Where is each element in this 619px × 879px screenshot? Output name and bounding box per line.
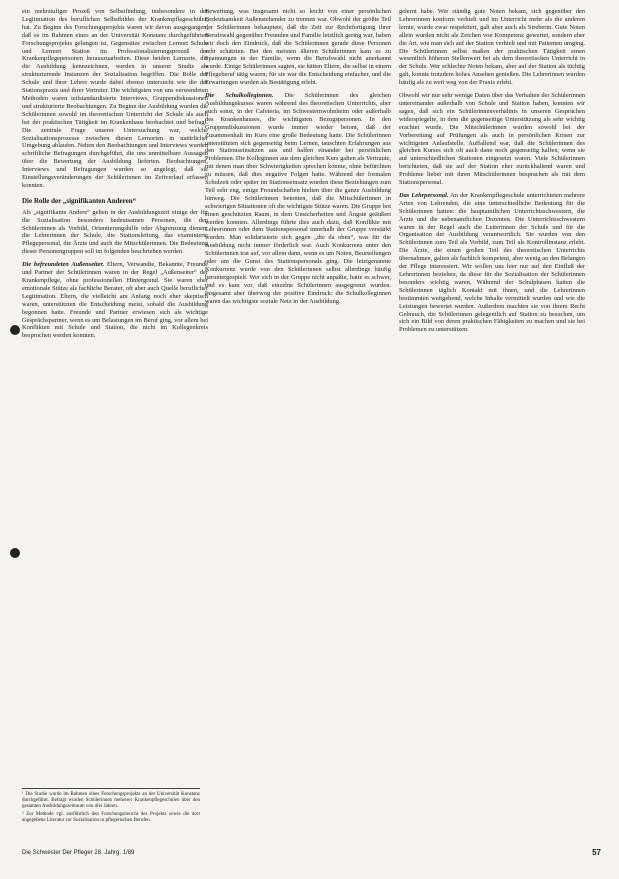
paragraph: Obwohl wir nur sehr wenige Daten über das Verhalten der Schülerinnen untereinander außerhalb von Schule und Station haben, konnten wir sagen, daß sich ein Schülerinnenverhältnis in unseren Gesprächen widerspiegelte, in dem die gegenseitige Unterstützung als sehr wichtig erachtet wurde. Die Mitschülerinnen wurden sowohl bei der Vorbereitung auf Prüfungen als auch in persönlichen Krisen zur wichtigsten Anlaufstelle. Auffallend war, daß die Schülerinnen des gleichen Kurses sich oft auch dann noch gegenseitig halfen, wenn sie auf unterschiedlichen Stationen eingesetzt waren. Viele Schülerinnen berichteten, daß sie auf der Station eher zurückhaltend waren und Probleme lieber mit ihren Mitschülerinnen besprachen als mit dem Stationspersonal. xyxy=(399,92,585,187)
paragraph: Als „signifikante Andere“ gelten in der Ausbildungszeit einige der für die Sozialisation besonders bedeutsamen Personen, die den Schülerinnen als Vorbild, Orientierungshilfe oder Abgrenzung dienen: die Lehrerinnen der Schule, die Stationsleitung, das examinierte Pflegepersonal, die Ärzte und auch die Mitschülerinnen. Die Bedeutung dieser Personengruppen soll im folgenden beschrieben werden. xyxy=(22,208,208,256)
text-column-3 xyxy=(399,8,585,339)
paragraph: ein mehrstufiger Prozeß von Selbstfindung, insbesondere in der Legitimation des beruflichen Selbstbildes der Krankenpflegeschüler, hat. Zu Beginn des Forschungsprojekts waren wir davon ausgegangen, daß es im Rahmen eines an der Universität Konstanz durchgeführten Forschungsprojekts gelungen ist, Gegensätze zwischen Lernort Schule und Lernort Station im Professionalisierungsprozeß der Krankenpflegepersonen herauszuarbeiten. Diese beiden Lernorte, die die Ausbildung kennzeichnen, werden in unserer Studie als strukturierende Instanzen der Sozialisation begriffen. Die Rolle der Schule und ihrer Lehrer wurde dabei ebenso untersucht wie die der Stationspraxis und ihrer Vertreter. Die wichtigsten von uns verwendeten Methoden waren teilstandardisierte Interviews, Gruppendiskussionen und strukturierte Beobachtungen. Zu Beginn der Ausbildung wurden die Schülerinnen sowohl im theoretischen Unterricht der Schule als auch bei der praktischen Tätigkeit im Krankenhaus beobachtet und befragt. Die zentrale Frage unserer Untersuchung war, welche Sozialisationsprozesse zwischen diesen Lernorten in natürlicher Umgebung ablaufen. Neben den Beobachtungen und Interviews wurden schriftliche Befragungen durchgeführt, die uns unmittelbare Aussagen über die Bewertung der Ausbildung lieferten. Beobachtungen, Interviews und Befragungen wurden so angelegt, daß sie Einstellungsveränderungen der Schülerinnen im Zeitverlauf erfassen konnten. xyxy=(22,8,208,189)
paragraph-lead: Die befreundeten Außenseiter. xyxy=(22,261,105,269)
paragraph-body: Eltern, Verwandte, Bekannte, Freunde und Partner der Schülerinnen waren in der Regel „Außenseiter“ der Krankenpflege, ohne professionellen Hintergrund. Sie waren eher emotionale Stütze als fachliche Berater, oft aber auch Quelle beruflicher Legitimation. Eltern, die vielleicht am Anfang noch eher skeptisch waren, unterstützten die Entscheidung meist, sobald die Ausbildung begonnen hatte. Freunde und Partner erwiesen sich als wichtige Gesprächspartner, wenn es um Belastungen im Beruf ging, vor allem bei Konflikten mit Schule und Station, die nicht im Kollegenkreis besprochen werden konnten. xyxy=(22,261,208,340)
journal-footer: Die Schwester Der Pfleger 28. Jahrg. 1/89 xyxy=(22,850,135,856)
paragraph xyxy=(205,92,391,305)
paragraph-body: An der Krankenpflegeschule unterrichteten mehrere Arten von Lehrenden, die eine unterschiedliche Bedeutung für die Schülerinnen hatten: die hauptamtlichen Unterrichtsschwestern, die Ärzte und die nebenamtlichen Dozenten. Die Unterrichtsschwestern waren in der Regel auch die Leiterinnen der Schule und für die Organisation der Ausbildung verantwortlich. Sie wurden von den Schülerinnen zum Teil als Vorbild, zum Teil als Kontrollinstanz erlebt. Die Ärzte, die einen großen Teil des theoretischen Unterrichts übernahmen, galten als fachlich kompetent, aber wenig an den Belangen der Pflege interessiert. Wir wollen uns hier nur auf den Einfluß der Lehrerinnen beziehen, da diese für die Sozialisation der Schülerinnen besonders wichtig waren. Während der Schulphasen hatten die Schülerinnen täglich Kontakt mit ihnen, und die Lehrerinnen bestimmten weitgehend, welche Inhalte vermittelt wurden und wie die Leistungen bewertet wurden. Außerdem machten sie von ihrem Recht Gebrauch, die Schülerinnen gelegentlich auf Station zu besuchen, um sich ein Bild von deren praktischen Fähigkeiten zu machen und sie bei Problemen zu unterstützen. xyxy=(399,191,585,334)
paragraph-lead: Die Schulkolleginnen. xyxy=(205,92,274,100)
punch-hole xyxy=(10,325,20,335)
footnote: ² Zur Methode vgl. ausführlich den Forschungsbericht des Projekts sowie die dort angegebene Literatur zur Sozialisation in pflegerischen Berufen. xyxy=(22,811,200,823)
footnote: ¹ Die Studie wurde im Rahmen eines Forschungsprojekts an der Universität Konstanz durchgeführt. Befragt wurden Schülerinnen mehrerer Krankenpflegeschulen über den gesamten Ausbildungszeitraum von drei Jahren. xyxy=(22,792,200,810)
paragraph-lead: Das Lehrpersonal. xyxy=(399,191,449,199)
paragraph xyxy=(399,192,585,334)
paragraph: Bewertung, was insgesamt nicht so leicht von einer persönlichen Bedeutsamkeit Außenstehender zu trennen war. Obwohl der größte Teil der Schülerinnen behauptete, daß die Zeit zur Rechtfertigung ihrer Berufswahl gegenüber Freunden und Familie letztlich gering war, haben wir doch den Eindruck, daß die Schülerinnen gerade diese Personen sehr schätzten. Bei den meisten älteren Schülerinnen kam es zu Spannungen in der Familie, wenn die Berufswahl nicht anerkannt wurde. Einige Schülerinnen sagten, sie hätten Eltern, die selbst in einem Pflegeberuf tätig waren; für sie war die Entscheidung einfacher, und die Erwartungen wurden als Bestätigung erlebt. xyxy=(205,8,391,87)
footnotes xyxy=(22,788,200,825)
paragraph-body: Die Schülerinnen des gleichen Ausbildungskurses waren während des theoretischen Unterrichts, aber auch sonst, in der Cafeteria, im Schwesternwohnheim oder außerhalb des Krankenhauses, die wichtigsten Bezugspersonen. In den Gruppendiskussionen wurde immer wieder betont, daß der Zusammenhalt im Kurs eine große Bedeutung hatte. Die Schülerinnen unterstützten sich gegenseitig beim Lernen, tauschten Erfahrungen aus den Stationseinsätzen aus und halfen einander bei persönlichen Problemen. Die Kolleginnen aus dem gleichen Kurs galten als Vertraute, mit denen man über Schwierigkeiten sprechen konnte, ohne befürchten zu müssen, daß dies negative Folgen hatte. Während der formalen Schulzeit oder später im Stationseinsatz wurden diese Beziehungen zum Teil sehr eng, einige Freundschaften hielten über die ganze Ausbildung hinweg. Die Schülerinnen betonten, daß die Mitschülerinnen in schwierigen Situationen oft die wichtigste Stütze waren. Die Gruppe bot einen geschützten Raum, in dem Unsicherheiten und Ängste geäußert werden konnten. Allerdings führte dies auch dazu, daß Konflikte mit Lehrerinnen oder dem Stationspersonal innerhalb der Gruppe verstärkt wurden. Man solidarisierte sich gegen „die da oben“, was für die Ausbildung nicht immer förderlich war. Auch Konkurrenz unter den Schülerinnen trat auf, vor allem dann, wenn es um Noten, Beurteilungen oder um die Gunst des Stationspersonals ging. Die letztgenannte Konkurrenz wurde von den Schülerinnen selbst allerdings häufig heruntergespielt. Wer sich in der Gruppe nicht anpaßte, hatte es schwer, und es kam vor, daß einzelne Schülerinnen ausgegrenzt wurden. Insgesamt aber überwog der positive Eindruck: die Schulkolleginnen waren das wichtigste soziale Netz in der Ausbildung. xyxy=(205,92,391,305)
paragraph: gelernt habe. Wer ständig gute Noten bekam, sich gegenüber den Lehrerinnen konform verhielt und im Unterricht mehr als die anderen lernte, wurde zwar respektiert, galt aber auch als Streberin. Gute Noten allein wurden nicht als Zeichen von Kompetenz gewertet, sondern eher die Art, wie man sich auf der Station verhielt und mit Patienten umging. Die Schülerinnen selbst maßen der praktischen Tätigkeit einen wesentlich höheren Stellenwert bei als dem theoretischen Unterricht in der Schule. Wer schlechte Noten bekam, aber auf der Station als tüchtig galt, konnte trotzdem hohes Ansehen genießen. Die Lehrerinnen wurden häufig als zu weit weg von der Praxis erlebt. xyxy=(399,8,585,87)
text-column-2 xyxy=(205,8,391,311)
text-column-1 xyxy=(22,8,208,345)
section-heading: Die Rolle der „signifikanten Anderen“ xyxy=(22,196,137,205)
paragraph xyxy=(22,261,208,340)
page-number: 57 xyxy=(592,848,601,857)
punch-hole xyxy=(10,548,20,558)
